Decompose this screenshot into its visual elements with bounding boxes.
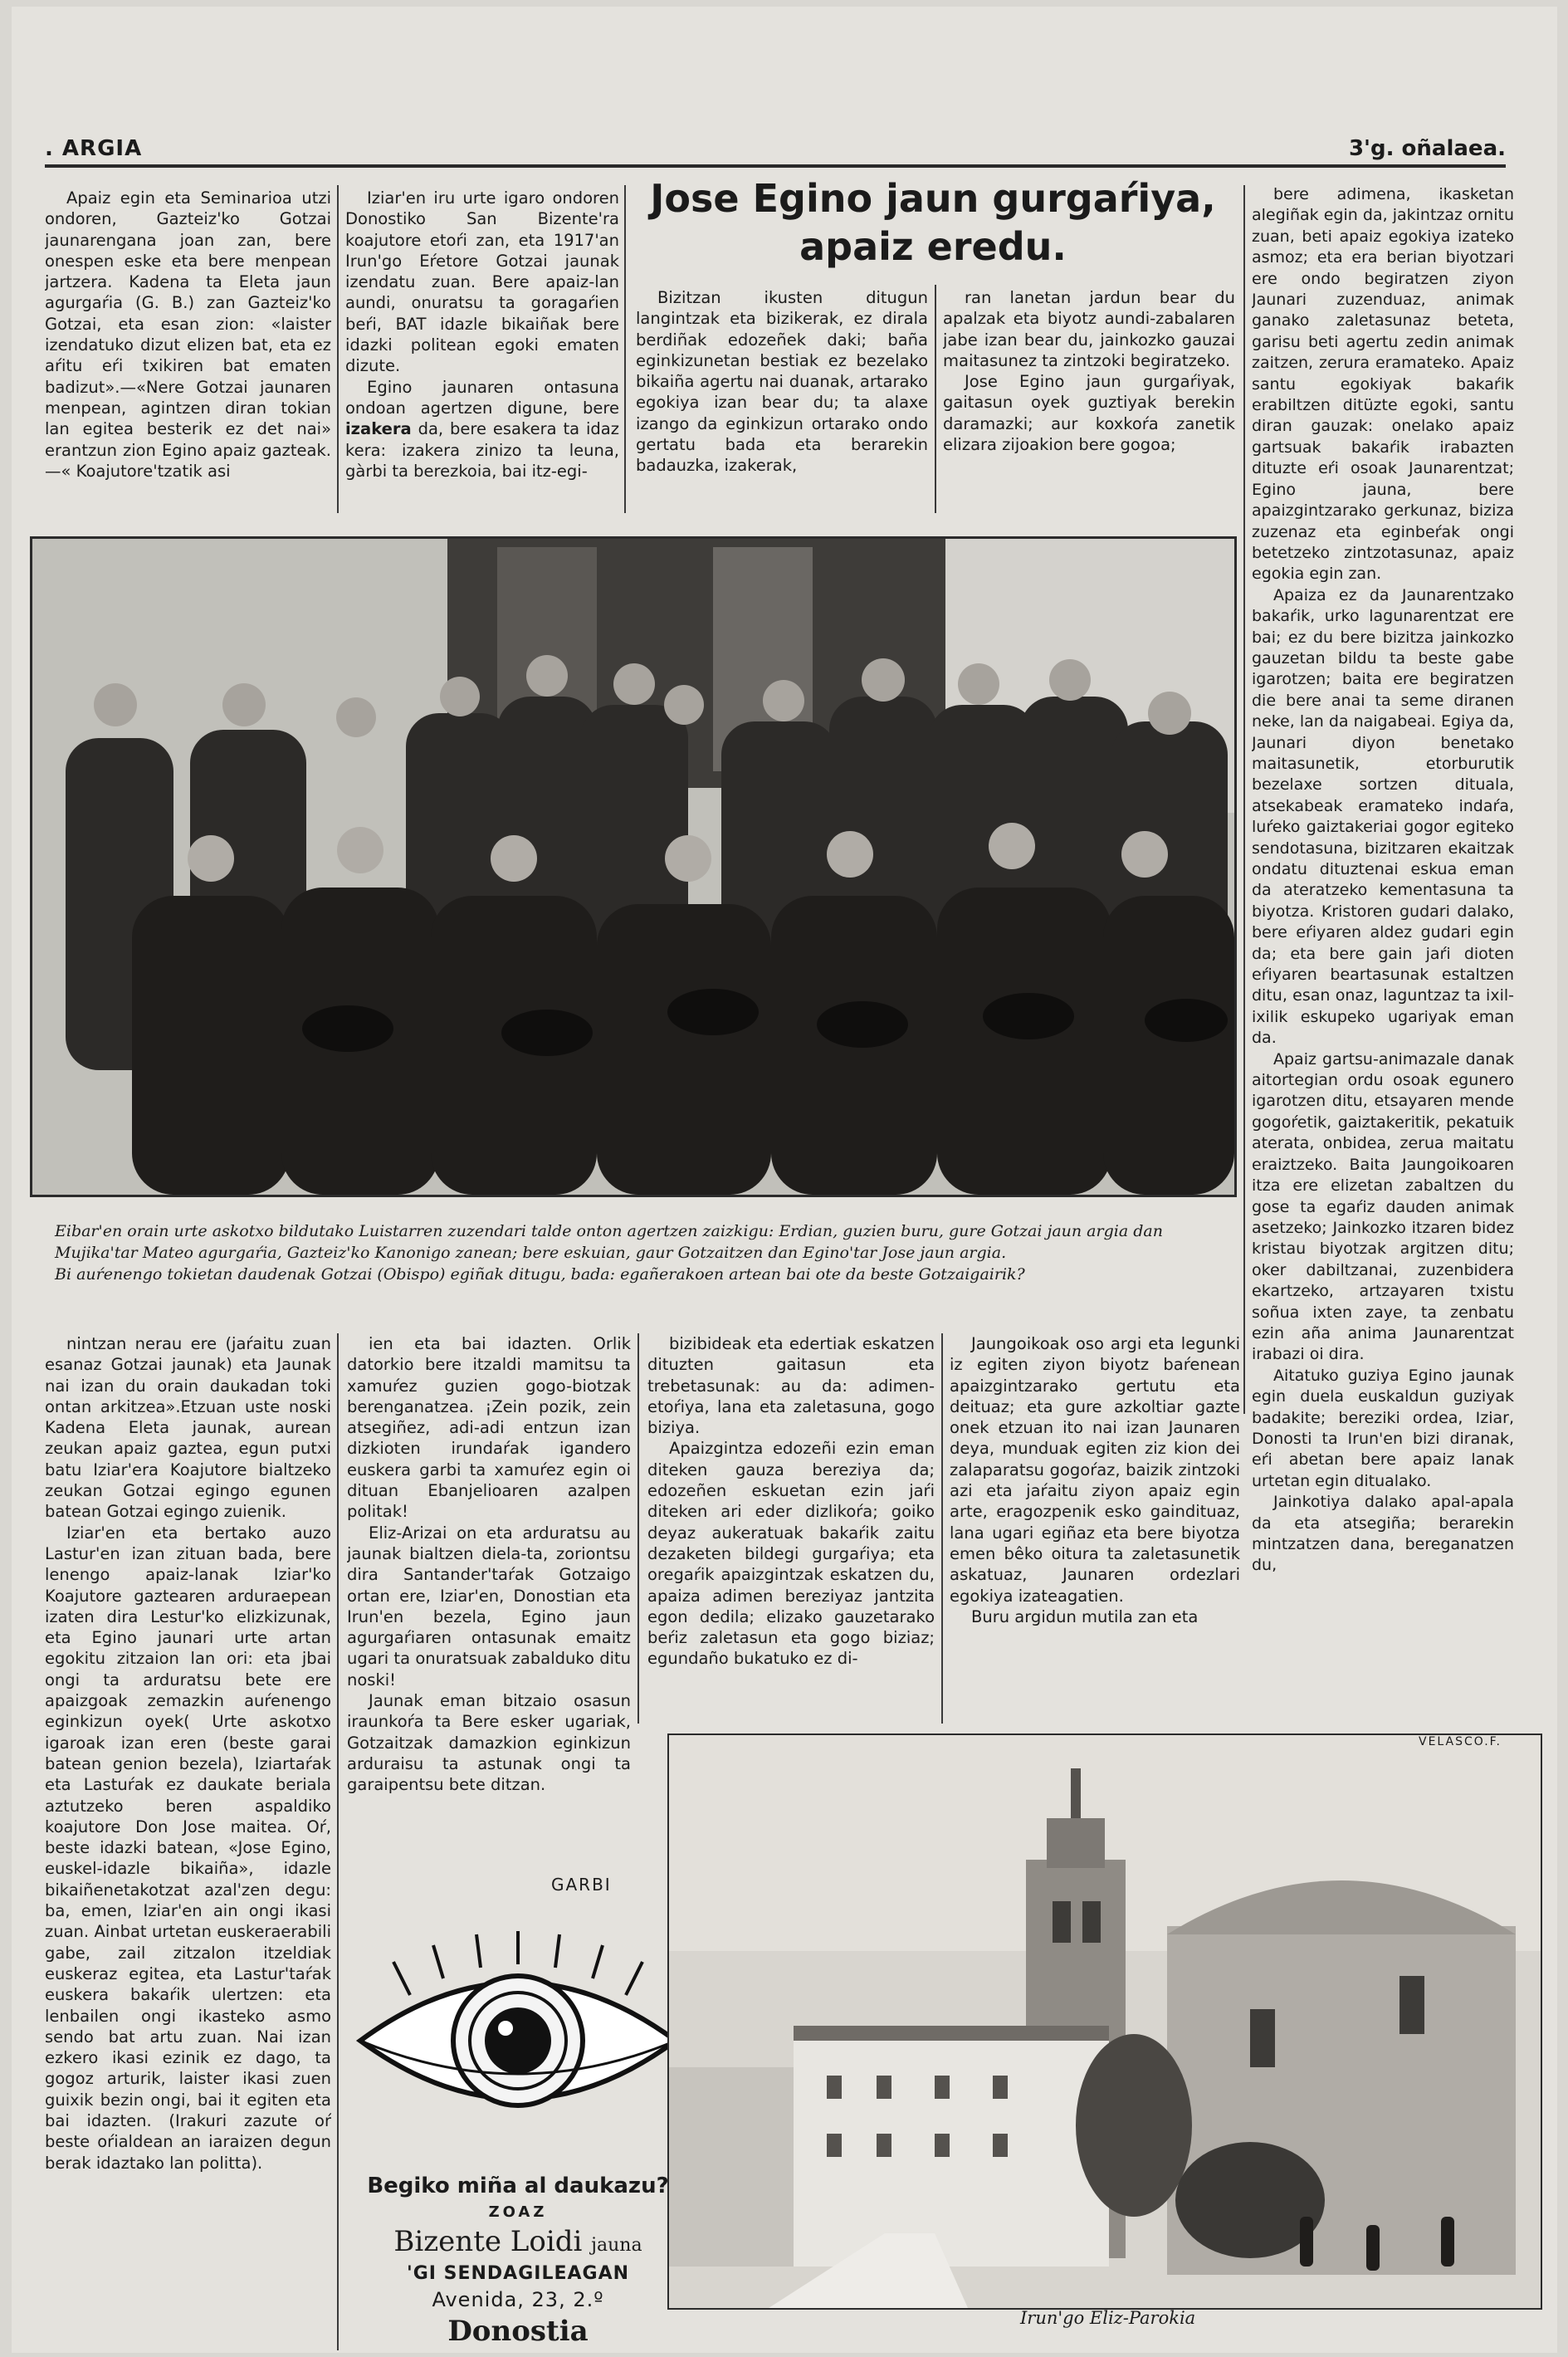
top-col3-text: Bizitzan ikusten ditugun langintzak eta bizikerak, ez dirala berdiñak edozeñek daki; baña eginkizunetan bestiak ez bezelako bikaiña agertu nai duanak, artarako egokiya izan bear du; ta alaxe izango da eginkizun ortarako ondo gertatu bada eta berarekin badauzka, izakerak, bbox=[636, 288, 928, 476]
photo-caption-line3: Bi auŕenengo tokietan daudenak Gotzai (Obispo) egiñak ditugu, bada: egañerakoen artean bai ote da beste Gotzaigairik? bbox=[55, 1265, 1025, 1284]
page-header bbox=[45, 133, 1506, 164]
top-column-3 bbox=[636, 287, 928, 511]
bottom-col2-p2: Eliz-Arizai on eta arduratsu au jaunak bialtzen diela-ta, zoriontsu dira Santander'taŕak Gotzaigo ortan ere, Iziar'en, Donostian eta Irun'en bezela, Egino jaun agurgaŕiaren ontasunak emaitz ugari ta onuratsuak zabalduko ditu noski! bbox=[347, 1523, 631, 1690]
group-photo-illustration bbox=[32, 539, 1234, 1195]
bottom-col2-p3: Jaunak eman bitzaio osasun iraunkoŕa ta Bere esker ugariak, Gotzaitzak damazkion eginkizun arduraisu ta astunak ongi ta garaipentsu bete ditzan. bbox=[347, 1691, 631, 1795]
article-title-line2: apaiz eredu. bbox=[799, 224, 1067, 269]
ad-question: Begiko miña al daukazu? bbox=[367, 2174, 669, 2198]
photo-caption-line2: Mujika'tar Mateo agurgaŕia, Gazteiz'ko Kanonigo zanean; bere eskuian, gaur Gotzaitzen dan Egino'tar Jose jaun argia. bbox=[55, 1244, 1007, 1262]
article-title bbox=[626, 174, 1240, 282]
top-col2-text: Iziar'en iru urte igaro ondoren Donostiko San Bizente'ra koajutore etoŕi zan, eta 1917'an Irun'go Eŕetore Gotzai jaunak izendatu zuan. Bere apaiz-lan aundi, onuratsu ta goragaŕien beŕi, BAT idazle bikaiñak bere idazki politean egoki ematen dizute. bbox=[345, 188, 619, 376]
top-col4-text: ran lanetan jardun bear du apalzak eta biyotz aundi-zabalaren jabe izan bear du, jainkozko gauzai maitasunez ta zintzoki begiratzeko. bbox=[943, 288, 1235, 370]
bottom-col3-p2: Apaizgintza edozeñi ezin eman diteken gauza bereziya da; edozeñen eskuetan ezin jaŕi diteken ari eder dizlikoŕa; goiko deyaz aukeratuak bakaŕik zaitu dezaketen bildegi gurgaŕiya; eta oregaŕik apaizgintzak eskatzen du, apaiza adimen bereziyaz jantzita egon dedila; elizako gauzetarako beŕiz zaletasun eta gogo biziaz; egundaño bukatuko ez di- bbox=[647, 1439, 935, 1669]
bottom-col3-p1: bizibideak eta edertiak eskatzen dituzten gaitasun eta trebetasunak: au da: adimen-etoŕiya, lana eta zaletasuna, gogo biziya. bbox=[647, 1334, 935, 1438]
top-col2-para2 bbox=[345, 377, 619, 482]
top-col1-text: Apaiz egin eta Seminarioa utzi ondoren, Gazteiz'ko Gotzai jaunarengana joan zan, bere onespen eske eta bere menpean jartzera. Kadena ta Eleta jaun agurgaŕia (G. B.) zan Gazteiz'ko Gotzai, eta esan zion: «laister izendatuko dizut elizen bat, eta ez aŕitu eŕi txikiren bat ematen badizut».—«Nere Gotzai jaunaren menpean, agintzen diran tokian lan egitea besterik ez det nai» erantzun zion Egino apaiz gazteak.—« Koajutore'tzatik asi bbox=[45, 188, 331, 481]
column-divider bbox=[637, 1333, 639, 1724]
page-number: 3'g. oñalaea. bbox=[1348, 136, 1506, 161]
bottom-column-4 bbox=[950, 1333, 1240, 1724]
top-col2-p2-start: Egino jaunaren ontasuna ondoan agertzen digune, bere bbox=[345, 377, 619, 418]
ad-address: Avenida, 23, 2.º bbox=[432, 2288, 604, 2311]
eye-icon bbox=[344, 1916, 692, 2165]
bottom-col2-p1: ien eta bai idazten. Orlik datorkio bere itzaldi mamitsu ta xamuŕez guzien gogo-biotzak berenganatzea. ¡Zein pozik, zein atsegiñez, adi-adi entzun izan dizkioten irundaŕak igandero euskera garbi ta xamuŕez egin oi dituan Ebanjelioaren azalpen politak! bbox=[347, 1334, 631, 1522]
group-photo bbox=[30, 536, 1237, 1197]
ad-doctor-title: jauna bbox=[591, 2235, 642, 2256]
column-divider bbox=[935, 285, 936, 513]
header-rule bbox=[45, 164, 1506, 168]
top-col2-p2-bold: izakera bbox=[345, 419, 412, 439]
right-col-p4: Aitatuko guziya Egino jaunak egin duela euskaldun guziyak badakite; bereziki ordea, Iziar, Donosti ta Irun'en bizi diranak, eŕi abetan bere apaiz lanak urtetan egin ditualako. bbox=[1252, 1366, 1514, 1490]
bottom-column-3 bbox=[647, 1333, 935, 1724]
column-divider bbox=[337, 185, 339, 513]
article-title-line1: Jose Egino jaun gurgaŕiya, bbox=[650, 176, 1216, 221]
bottom-column-2 bbox=[347, 1333, 631, 1873]
ad-clinic: 'GI SENDAGILEAGAN bbox=[406, 2263, 630, 2284]
top-column-2 bbox=[345, 188, 619, 511]
top-column-1 bbox=[45, 188, 331, 511]
photo-caption-line1: Eibar'en orain urte askotxo bildutako Luistarren zuzendari talde onton agertzen zaizkigu: Erdian, guzien buru, gure Gotzai jaun argia dan bbox=[55, 1222, 1163, 1240]
ad-doctor-name: Bizente Loidi bbox=[393, 2225, 583, 2258]
bottom-column-1 bbox=[45, 1333, 331, 2350]
right-col-p5: Jainkotiya dalako apal-apala da eta atsegiña; berarekin mintzatzen dana, bereganatzen du, bbox=[1252, 1493, 1514, 1575]
top-col2-p2-end: da, bere esakera ta idaz kera: izakera zinizo ta leuna, gàrbi ta berezkoia, bai itz-egi- bbox=[345, 419, 619, 481]
eye-advertisement bbox=[344, 1916, 692, 2348]
artist-credit: VELASCO.F. bbox=[1419, 1735, 1502, 1748]
publication-name: . ARGIA bbox=[45, 136, 143, 161]
ad-city: Donostia bbox=[447, 2315, 589, 2348]
church-illustration bbox=[669, 1735, 1541, 2308]
church-photo-caption: Irun'go Eliz-Parokia bbox=[1020, 2308, 1196, 2328]
article-signature: GARBI bbox=[551, 1875, 612, 1895]
ad-go-to: ZOAZ bbox=[488, 2203, 548, 2221]
bottom-col1-p2: Iziar'en eta bertako auzo Lastur'en izan zituan bada, bere lenengo apaiz-lanak Iziar'ko Koajutore gaztearen arduraepean izaten dira Lestur'ko elizkizunak, eta Egino jaunari urte artan egokitu zitzaion lan ori: eta jbai ongi ta arduratsu bete ere apaizgoak zemazkin auŕenengo eginkizun oyek( Urte askotxo igaroak izan eren (beste garai batean genion bezela), Iziartaŕak eta Lastuŕak ez daukate beriala aztutzeko beren aspaldiko koajutore Don Jose maitea. Oŕ, beste idazki batean, «Jose Egino, euskel-idazle bikaiña», idazle bikaiñenetakotzat azal'zen degu: ba, emen, Iziar'en ain ongi ikasi zuan. Ainbat urtetan euskeraerabili gabe, zail zitzalon itzeldiak euskeraz egitea, eta Lastur'taŕak euskera bakaŕik ulertzen: eta lenbailen ongi ikasteko asmo sendo bat artu zuan. Nai izan ezkero ikasi ezinik ez dago, ta gogoz arturik, laister ikasi zuen guixik bezin ongi, bai it egiten eta bai idazten. (Irakuri zazute oŕ beste oŕialdean an iaraizen degun berak idaztako lan politta). bbox=[45, 1523, 331, 2173]
church-photo bbox=[667, 1734, 1542, 2310]
column-divider bbox=[337, 1333, 339, 2350]
top-column-4 bbox=[943, 287, 1235, 511]
newspaper-page bbox=[12, 7, 1557, 2353]
right-column bbox=[1252, 184, 1514, 1695]
bottom-col4-p1: Jaungoikoak oso argi eta legunki iz egiten ziyon biyotz baŕenean apaizgintzarako gertutu eta deituaz; eta gure azkoltiar gazte onek etzuan ito nai izan Jaunaren deya, munduak egiten ziz kion dei zalaparatsu gogoŕaz, baizik zintzoki azi eta jaŕaitu ziyon apaiz egin arte, eragozpenik esko gaindituaz, lana ugari egiñaz eta bere biyotza emen bêko oitura ta zaletasunetik askatuaz, Jaunaren ordezlari egokiya izateagatien. bbox=[950, 1334, 1240, 1606]
bottom-col4-p2: Buru argidun mutila zan eta bbox=[971, 1606, 1199, 1626]
right-col-p3: Apaiz gartsu-animazale danak aitortegian ordu osoak egunero igarotzen ditu, etsayaren mende gogoŕetik, gaiztakeritik, pekatuik aterata, onbidea, zerua maitatu eraiztzeko. Baita Jaungoikoaren itza ere elizetan zabaltzen du gose ta egaŕiz dauden animak asetzeko; Jainkozko itzaren bidez kristau biyotzak argitzen ditu; oker dabiltzanai, zuzenbidera ekartzeko, artzayaren txistu soñua ixten zaye, ta zenbatu ezin aña anima Jaunarentzat irabazi oi dira. bbox=[1252, 1049, 1514, 1364]
top-col4-para2: Jose Egino jaun gurgaŕiyak, gaitasun oyek guztiyak berekin daramazki; aur koxkoŕa zanetik elizara zijoakion bere gogoa; bbox=[943, 372, 1235, 455]
ad-doctor bbox=[344, 2225, 692, 2258]
right-col-p2: Apaiza ez da Jaunarentzako bakaŕik, urko lagunarentzat ere bai; ez du bere bizitza jainkozko gauzetan bildu ta beste gabe igarotzen; baita ere begiratzen die bere anai ta seme diranen neke, lan da naigabeai. Egiya da, Jaunari diyon benetako maitasunetik, etorburutik bezelaxe sortzen dituala, atsekabeak eramateko indaŕa, luŕeko gaiztakeriai gogor egiteko sendotasuna, bizitzaren ekaitzak ondatu dituztenai eskua eman da ateratzeko kementasuna ta biyotza. Kristoren gudari dalako, bere eŕiyaren aldez gudari egin da; eta bere gain jaŕi dioten eŕiyaren beartasunak estaltzen ditu, esan onaz, laguntzaz ta ixil-ixilik eskupeko ugariyak eman da. bbox=[1252, 585, 1514, 1048]
right-col-p1: bere adimena, ikasketan alegiñak egin da, jakintzaz ornitu zuan, beti apaiz egokiya izateko asmoz; eta era berian biyotzari ere ondo begiratzen ziyon Jaunari zuzenduaz, animak ganako zaletasunaz beteta, garisu beti agertu zedin animak zaitzen, zerura eramateko. Apaiz santu egokiyak bakaŕik erabiltzen ditüzte egoki, santu diran gauzak: onelako apaiz gartsuak bakaŕik irabazten dituzte eŕi osoak Jaunarentzat; Egino jauna, bere apaizgintzarako gerkunaz, biziza zuzenaz eta eginbeŕak ongi betetzeko zintzotasunaz, apaiz egokia egin zan. bbox=[1252, 185, 1514, 584]
bottom-col1-p1: nintzan nerau ere (jaŕaitu zuan esanaz Gotzai jaunak) eta Jaunak nai izan du orain daukadan toki ontan arkitzea».Etzuan uste noski Kadena Eleta jaunak, aurean zeukan apaiz gaztea, egun putxi batu Iziar'era Koajutore bialtzeko zeukan Gotzai egingo egunen batean Gotzai egingo zuienik. bbox=[45, 1334, 331, 1522]
column-divider bbox=[941, 1333, 943, 1724]
photo-caption bbox=[55, 1220, 1250, 1285]
